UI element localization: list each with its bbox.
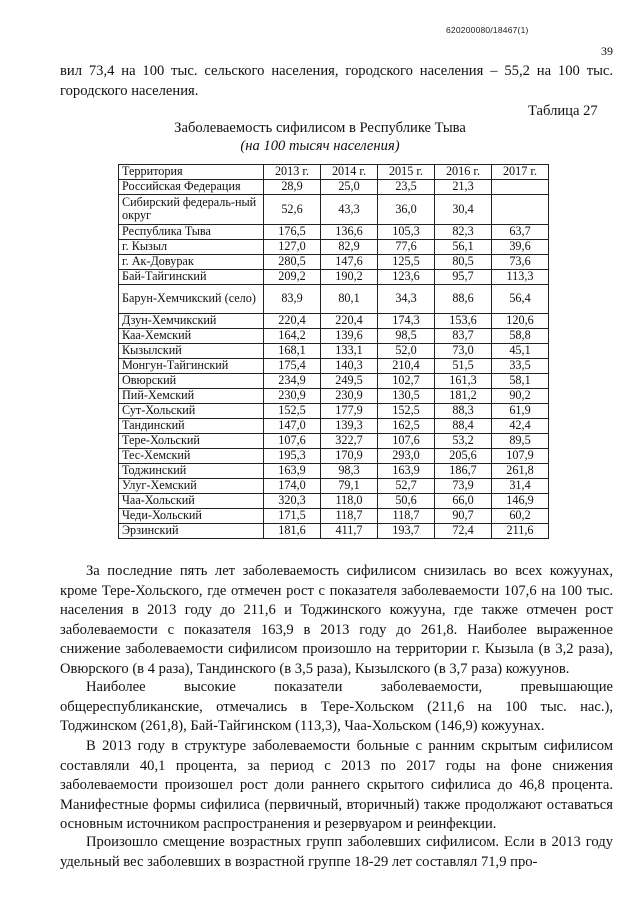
table-title: Заболеваемость сифилисом в Республике Тыва — [174, 120, 466, 136]
value-cell: 322,7 — [321, 434, 378, 449]
value-cell: 220,4 — [321, 314, 378, 329]
territory-cell: Республика Тыва — [119, 224, 264, 239]
value-cell: 136,6 — [321, 224, 378, 239]
value-cell: 90,2 — [492, 389, 549, 404]
value-cell: 102,7 — [378, 374, 435, 389]
value-cell: 83,7 — [435, 329, 492, 344]
value-cell: 171,5 — [264, 509, 321, 524]
value-cell: 79,1 — [321, 479, 378, 494]
territory-cell: Сут-Хольский — [119, 404, 264, 419]
value-cell: 31,4 — [492, 479, 549, 494]
value-cell: 153,6 — [435, 314, 492, 329]
table-row — [119, 434, 549, 449]
value-cell: 193,7 — [378, 524, 435, 539]
value-cell: 88,4 — [435, 419, 492, 434]
table-row — [119, 239, 549, 254]
value-cell: 80,5 — [435, 254, 492, 269]
territory-cell: г. Кызыл — [119, 239, 264, 254]
table-row — [119, 195, 549, 225]
territory-cell: Овюрский — [119, 374, 264, 389]
value-cell: 23,5 — [378, 180, 435, 195]
value-cell: 162,5 — [378, 419, 435, 434]
value-cell: 43,3 — [321, 195, 378, 225]
table-row — [119, 464, 549, 479]
body-paragraph-3: В 2013 году в структуре заболеваемости больные с ранним скрытым сифилисом составляли 40,1 процента, за период с 2013 по 2017 годы на фоне снижения заболеваемости произошел рост доли раннего скрытого сифилиса до 46,8 процента. Манифестные формы сифилиса (первичный, вторичный) также продолжают оставаться основным источником распространения и резервуаром и реинфекции. — [60, 738, 613, 832]
value-cell: 33,5 — [492, 359, 549, 374]
table-row — [119, 494, 549, 509]
territory-cell: Барун-Хемчикский (село) — [119, 284, 264, 314]
value-cell: 80,1 — [321, 284, 378, 314]
value-cell: 66,0 — [435, 494, 492, 509]
value-cell: 98,5 — [378, 329, 435, 344]
value-cell: 147,6 — [321, 254, 378, 269]
value-cell: 58,8 — [492, 329, 549, 344]
body-paragraph-2: Наиболее высокие показатели заболеваемости, превышающие общереспубликанские, отмечались в Тере-Хольском (211,6 на 100 тыс. нас.), Тоджинском (261,8), Бай-Тайгинском (113,3), Чаа-Хольском (146,9) кожуунах. — [60, 679, 613, 734]
table-row — [119, 374, 549, 389]
value-cell: 73,9 — [435, 479, 492, 494]
value-cell: 45,1 — [492, 344, 549, 359]
territory-cell: Российская Федерация — [119, 180, 264, 195]
value-cell: 95,7 — [435, 269, 492, 284]
territory-cell: г. Ак-Довурак — [119, 254, 264, 269]
table-row — [119, 419, 549, 434]
value-cell: 174,0 — [264, 479, 321, 494]
value-cell: 139,3 — [321, 419, 378, 434]
table-row — [119, 284, 549, 314]
territory-cell: Эрзинский — [119, 524, 264, 539]
document-id: 620200080/18467(1) — [446, 25, 529, 35]
value-cell: 52,6 — [264, 195, 321, 225]
value-cell: 130,5 — [378, 389, 435, 404]
value-cell: 56,1 — [435, 239, 492, 254]
value-cell: 177,9 — [321, 404, 378, 419]
value-cell: 88,6 — [435, 284, 492, 314]
value-cell: 63,7 — [492, 224, 549, 239]
table-number: Таблица 27 — [528, 103, 598, 119]
table-row — [119, 479, 549, 494]
value-cell: 72,4 — [435, 524, 492, 539]
table-row — [119, 314, 549, 329]
value-cell: 161,3 — [435, 374, 492, 389]
value-cell: 170,9 — [321, 449, 378, 464]
value-cell: 249,5 — [321, 374, 378, 389]
table-row — [119, 524, 549, 539]
value-cell — [492, 195, 549, 225]
table-row — [119, 389, 549, 404]
value-cell: 230,9 — [264, 389, 321, 404]
value-cell: 118,0 — [321, 494, 378, 509]
value-cell: 168,1 — [264, 344, 321, 359]
value-cell: 220,4 — [264, 314, 321, 329]
value-cell: 195,3 — [264, 449, 321, 464]
table-row — [119, 404, 549, 419]
value-cell: 30,4 — [435, 195, 492, 225]
value-cell: 125,5 — [378, 254, 435, 269]
body-paragraph-1: За последние пять лет заболеваемость сифилисом снизилась во всех кожуунах, кроме Тере-Хольского, где отмечен рост с показателя заболеваемости 107,6 на 100 тыс. населения в 2013 году до 211,6 и Тоджинского кожууна, где также отмечен рост заболеваемости с показателя 163,9 в 2013 году до 261,8. Наиболее выраженное снижение заболеваемости сифилисом произошло на территории г. Кызыла (в 3,2 раза), Овюрского (в 4 раза), Тандинского (в 3,5 раза), Кызылского (в 3,7 раза) кожуунов. — [60, 563, 613, 677]
territory-cell: Сибирский федераль-ный округ — [119, 195, 264, 225]
value-cell: 98,3 — [321, 464, 378, 479]
column-header-year: 2013 г. — [264, 165, 321, 180]
value-cell: 234,9 — [264, 374, 321, 389]
territory-cell: Тере-Хольский — [119, 434, 264, 449]
value-cell: 113,3 — [492, 269, 549, 284]
value-cell: 105,3 — [378, 224, 435, 239]
territory-cell: Тандинский — [119, 419, 264, 434]
table-row — [119, 224, 549, 239]
value-cell: 127,0 — [264, 239, 321, 254]
value-cell: 146,9 — [492, 494, 549, 509]
value-cell: 52,7 — [378, 479, 435, 494]
value-cell: 21,3 — [435, 180, 492, 195]
value-cell: 175,4 — [264, 359, 321, 374]
value-cell: 210,4 — [378, 359, 435, 374]
table-row — [119, 449, 549, 464]
value-cell: 140,3 — [321, 359, 378, 374]
value-cell: 152,5 — [264, 404, 321, 419]
value-cell: 56,4 — [492, 284, 549, 314]
column-header-year: 2014 г. — [321, 165, 378, 180]
value-cell: 176,5 — [264, 224, 321, 239]
territory-cell: Чаа-Хольский — [119, 494, 264, 509]
value-cell: 411,7 — [321, 524, 378, 539]
table-row — [119, 329, 549, 344]
column-header-year: 2015 г. — [378, 165, 435, 180]
value-cell: 61,9 — [492, 404, 549, 419]
value-cell: 163,9 — [378, 464, 435, 479]
value-cell: 147,0 — [264, 419, 321, 434]
territory-cell: Чеди-Хольский — [119, 509, 264, 524]
value-cell: 123,6 — [378, 269, 435, 284]
value-cell: 28,9 — [264, 180, 321, 195]
value-cell: 88,3 — [435, 404, 492, 419]
table-row — [119, 359, 549, 374]
territory-cell: Каа-Хемский — [119, 329, 264, 344]
value-cell: 280,5 — [264, 254, 321, 269]
column-header-territory: Территория — [119, 165, 264, 180]
value-cell: 164,2 — [264, 329, 321, 344]
morbidity-table — [118, 164, 549, 539]
value-cell: 60,2 — [492, 509, 549, 524]
value-cell: 58,1 — [492, 374, 549, 389]
territory-cell: Улуг-Хемский — [119, 479, 264, 494]
value-cell: 293,0 — [378, 449, 435, 464]
value-cell: 181,6 — [264, 524, 321, 539]
territory-cell: Тоджинский — [119, 464, 264, 479]
territory-cell: Кызылский — [119, 344, 264, 359]
table-row — [119, 344, 549, 359]
intro-paragraph: вил 73,4 на 100 тыс. сельского населения, городского населения – 55,2 на 100 тыс. городского населения. — [60, 63, 613, 99]
territory-cell: Пий-Хемский — [119, 389, 264, 404]
table-subtitle: (на 100 тысяч населения) — [240, 138, 400, 154]
value-cell: 53,2 — [435, 434, 492, 449]
value-cell: 107,6 — [378, 434, 435, 449]
table-row — [119, 269, 549, 284]
value-cell: 118,7 — [378, 509, 435, 524]
page-number: 39 — [601, 44, 613, 58]
value-cell: 73,0 — [435, 344, 492, 359]
value-cell: 82,3 — [435, 224, 492, 239]
value-cell: 261,8 — [492, 464, 549, 479]
value-cell: 120,6 — [492, 314, 549, 329]
table-row — [119, 254, 549, 269]
value-cell: 25,0 — [321, 180, 378, 195]
value-cell: 163,9 — [264, 464, 321, 479]
territory-cell: Тес-Хемский — [119, 449, 264, 464]
value-cell: 139,6 — [321, 329, 378, 344]
territory-cell: Монгун-Тайгинский — [119, 359, 264, 374]
column-header-year: 2017 г. — [492, 165, 549, 180]
value-cell: 118,7 — [321, 509, 378, 524]
value-cell: 174,3 — [378, 314, 435, 329]
territory-cell: Бай-Тайгинский — [119, 269, 264, 284]
value-cell: 209,2 — [264, 269, 321, 284]
value-cell: 42,4 — [492, 419, 549, 434]
value-cell: 320,3 — [264, 494, 321, 509]
value-cell: 90,7 — [435, 509, 492, 524]
value-cell: 205,6 — [435, 449, 492, 464]
value-cell: 36,0 — [378, 195, 435, 225]
value-cell: 211,6 — [492, 524, 549, 539]
value-cell: 73,6 — [492, 254, 549, 269]
value-cell: 34,3 — [378, 284, 435, 314]
value-cell: 230,9 — [321, 389, 378, 404]
value-cell: 77,6 — [378, 239, 435, 254]
territory-cell: Дзун-Хемчикский — [119, 314, 264, 329]
value-cell: 190,2 — [321, 269, 378, 284]
value-cell: 89,5 — [492, 434, 549, 449]
value-cell — [492, 180, 549, 195]
value-cell: 51,5 — [435, 359, 492, 374]
value-cell: 181,2 — [435, 389, 492, 404]
value-cell: 83,9 — [264, 284, 321, 314]
value-cell: 39,6 — [492, 239, 549, 254]
value-cell: 82,9 — [321, 239, 378, 254]
table-header-row — [119, 165, 549, 180]
value-cell: 107,9 — [492, 449, 549, 464]
value-cell: 186,7 — [435, 464, 492, 479]
table-row — [119, 180, 549, 195]
table-row — [119, 509, 549, 524]
value-cell: 52,0 — [378, 344, 435, 359]
value-cell: 152,5 — [378, 404, 435, 419]
column-header-year: 2016 г. — [435, 165, 492, 180]
value-cell: 107,6 — [264, 434, 321, 449]
value-cell: 133,1 — [321, 344, 378, 359]
value-cell: 50,6 — [378, 494, 435, 509]
body-paragraph-4: Произошло смещение возрастных групп заболевших сифилисом. Если в 2013 году удельный вес заболевших в возрастной группе 18-29 лет составлял 71,9 про- — [60, 834, 613, 870]
